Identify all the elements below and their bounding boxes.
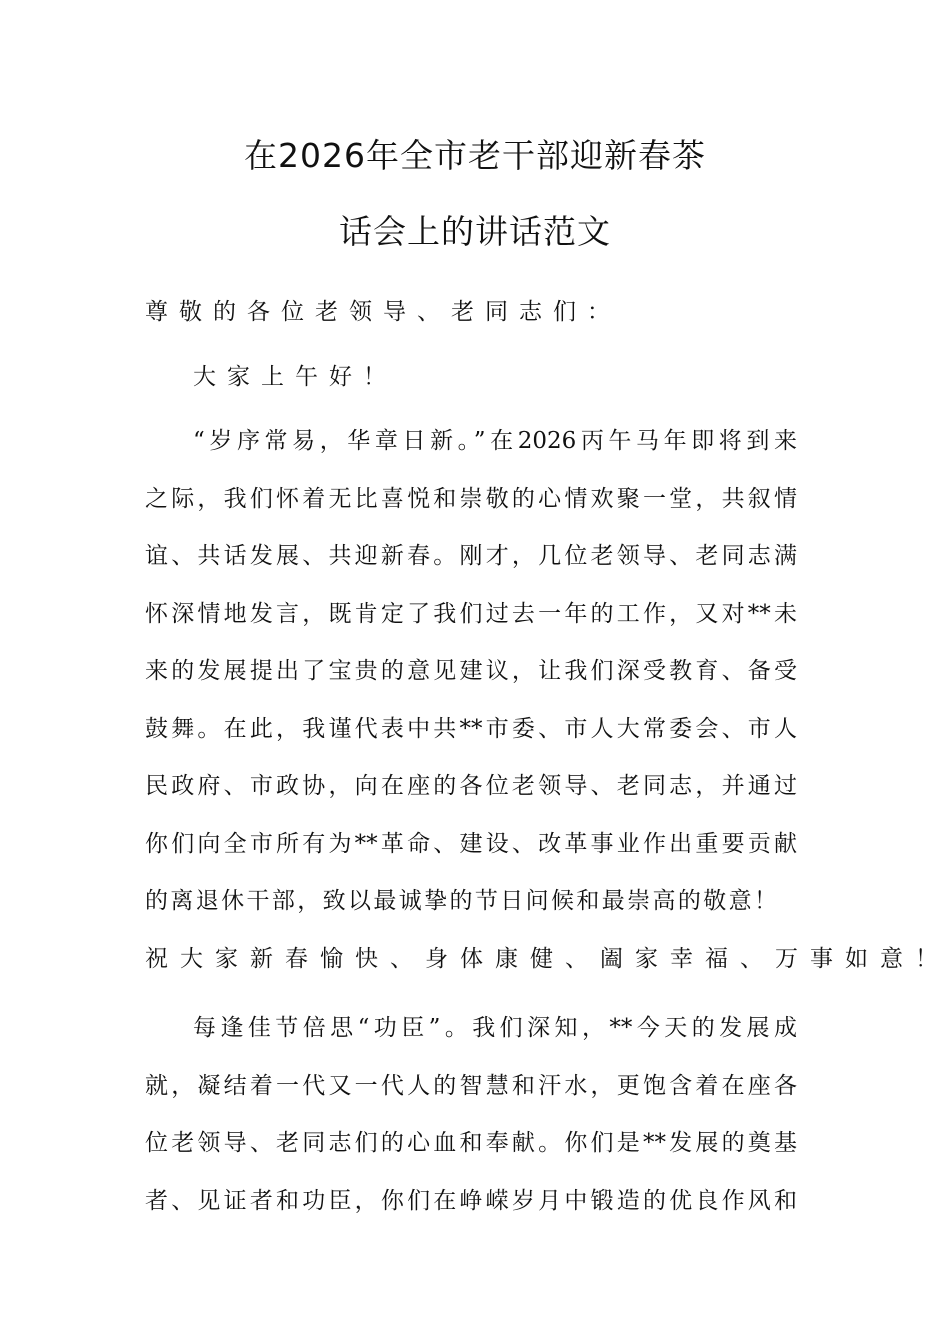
text-line: 祝大家新春愉快、身体康健、阖家幸福、万事如意！	[145, 946, 950, 972]
text-line: 者、见证者和功臣，你们在峥嵘岁月中锻造的优良作风和	[145, 1188, 797, 1214]
text-line: 的离退休干部，致以最诚挚的节日问候和最崇高的敬意！	[145, 888, 777, 914]
text-line: 每逢佳节倍思“功臣”。我们深知，**今天的发展成	[193, 1015, 797, 1041]
text-line: 位老领导、老同志们的心血和奉献。你们是**发展的奠基	[145, 1130, 797, 1156]
text-line: 鼓舞。在此，我谨代表中共**市委、市人大常委会、市人	[145, 716, 797, 742]
text-line: 怀深情地发言，既肯定了我们过去一年的工作，又对**未	[145, 601, 797, 627]
document-title-line-1: 在2026年全市老干部迎新春茶	[244, 136, 706, 175]
document-title-line-2: 话会上的讲话范文	[339, 212, 611, 251]
text-line: 之际，我们怀着无比喜悦和崇敬的心情欢聚一堂，共叙情	[145, 486, 797, 512]
text-line: 谊、共话发展、共迎新春。刚才，几位老领导、老同志满	[145, 543, 797, 569]
greeting: 大家上午好！	[193, 364, 397, 390]
text-line: “岁序常易，华章日新。”在2026丙午马年即将到来	[193, 428, 797, 454]
text-line: 你们向全市所有为**革命、建设、改革事业作出重要贡献	[145, 831, 797, 857]
text-line: 民政府、市政协，向在座的各位老领导、老同志，并通过	[145, 773, 797, 799]
salutation: 尊敬的各位老领导、老同志们：	[145, 299, 621, 325]
text-line: 就，凝结着一代又一代人的智慧和汗水，更饱含着在座各	[145, 1073, 797, 1099]
text-line: 来的发展提出了宝贵的意见建议，让我们深受教育、备受	[145, 658, 797, 684]
